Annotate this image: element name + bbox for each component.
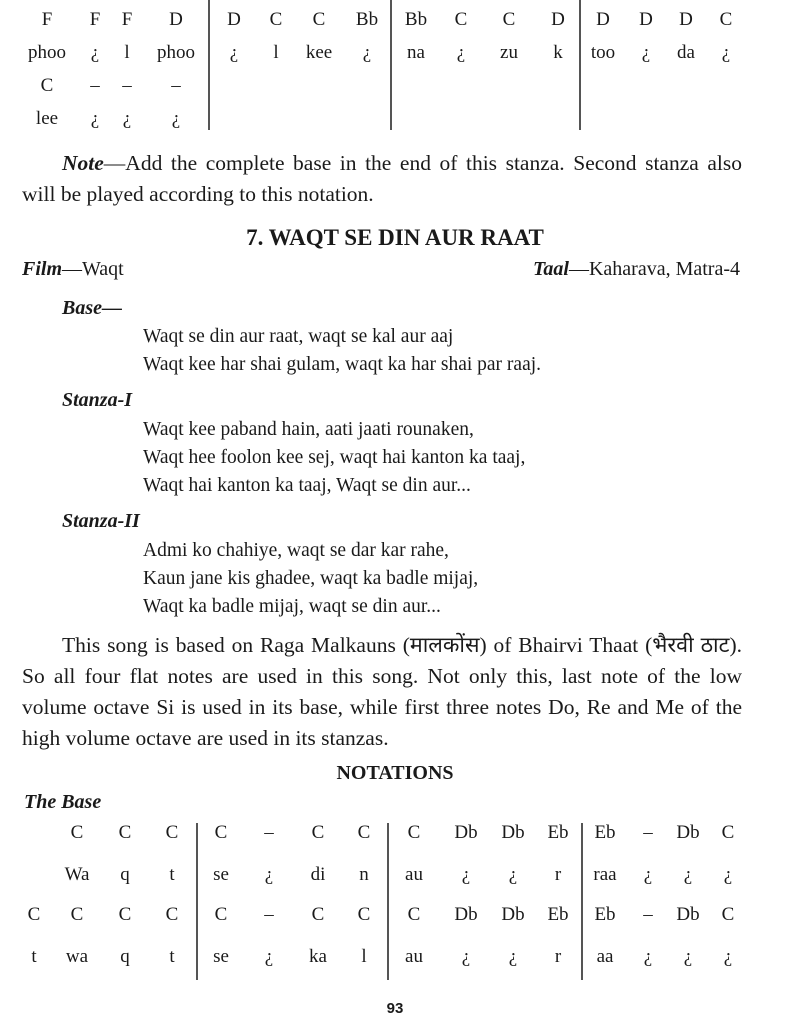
- note-label: Note: [62, 151, 104, 175]
- base-note-cell: Db: [454, 904, 478, 925]
- base-note-cell: C: [311, 822, 325, 843]
- base-syllable-cell: ¿: [643, 946, 653, 967]
- base-syllable-cell: ¿: [461, 946, 471, 967]
- lyric-line: Kaun jane kis ghadee, waqt ka badle mijaj,: [143, 568, 479, 589]
- bar-divider: [387, 823, 389, 980]
- base-syllable-cell: Wa: [64, 864, 90, 885]
- top-syllable-cell: ¿: [90, 42, 100, 63]
- base-note-cell: –: [643, 904, 653, 925]
- bar-divider: [581, 823, 583, 980]
- top-note-cell: C: [719, 9, 733, 30]
- top-syllable-cell: lee: [35, 108, 59, 129]
- base-syllable-cell: wa: [65, 946, 89, 967]
- base-note-cell: C: [118, 822, 132, 843]
- base-note-cell: Db: [501, 822, 525, 843]
- top-syllable-cell: ¿: [229, 42, 239, 63]
- section-label-stanza-1: Stanza-I: [62, 389, 133, 411]
- top-syllable-cell: ¿: [90, 108, 100, 129]
- base-note-cell: Db: [501, 904, 525, 925]
- base-syllable-cell: raa: [593, 864, 617, 885]
- top-note-cell: C: [40, 75, 54, 96]
- top-syllable-cell: too: [590, 42, 616, 63]
- top-note-cell: D: [551, 9, 565, 30]
- the-base-heading: The Base: [24, 791, 102, 813]
- lyric-line: Waqt kee paband hain, aati jaati rounaken,: [143, 419, 474, 440]
- base-note-cell: C: [407, 904, 421, 925]
- base-syllable-cell: r: [554, 946, 562, 967]
- lyric-line: Waqt hai kanton ka taaj, Waqt se din aur...: [143, 475, 471, 496]
- base-note-cell: C: [357, 904, 371, 925]
- top-note-cell: F: [41, 9, 53, 30]
- base-note-cell: Eb: [547, 822, 569, 843]
- top-syllable-cell: phoo: [157, 42, 195, 63]
- top-note-cell: Bb: [404, 9, 428, 30]
- base-note-cell: C: [311, 904, 325, 925]
- song-title: 7. WAQT SE DIN AUR RAAT: [246, 225, 544, 250]
- top-note-cell: –: [171, 75, 181, 96]
- base-syllable-cell: ¿: [723, 946, 733, 967]
- base-syllable-cell: au: [405, 946, 423, 967]
- top-note-cell: F: [121, 9, 133, 30]
- top-syllable-cell: k: [553, 42, 563, 63]
- base-note-cell: C: [70, 904, 84, 925]
- base-note-cell: C: [407, 822, 421, 843]
- base-syllable-cell: ¿: [264, 864, 274, 885]
- taal-label: Taal: [533, 258, 569, 280]
- top-note-cell: Bb: [355, 9, 379, 30]
- base-syllable-cell: ¿: [643, 864, 653, 885]
- base-note-cell: C: [357, 822, 371, 843]
- base-syllable-cell: ¿: [683, 946, 693, 967]
- base-syllable-cell: se: [213, 864, 229, 885]
- top-note-cell: C: [269, 9, 283, 30]
- base-note-cell: Db: [454, 822, 478, 843]
- section-label-base: Base—: [62, 297, 122, 319]
- film-line: [22, 258, 124, 281]
- top-note-cell: D: [679, 9, 693, 30]
- top-syllable-cell: kee: [305, 42, 333, 63]
- base-note-cell: Eb: [594, 822, 616, 843]
- top-syllable-cell: l: [124, 42, 130, 63]
- base-syllable-cell: ¿: [508, 864, 518, 885]
- lyric-line: Waqt ka badle mijaj, waqt se din aur...: [143, 596, 441, 617]
- top-note-cell: D: [169, 9, 183, 30]
- base-note-cell: –: [264, 822, 274, 843]
- base-syllable-cell: ¿: [264, 946, 274, 967]
- top-syllable-cell: zu: [500, 42, 518, 63]
- bar-divider: [196, 823, 198, 980]
- base-note-cell: C: [118, 904, 132, 925]
- top-syllable-cell: na: [407, 42, 425, 63]
- notations-heading: NOTATIONS: [336, 762, 454, 784]
- top-syllable-cell: da: [677, 42, 695, 63]
- base-note-cell: –: [264, 904, 274, 925]
- base-syllable-cell: se: [213, 946, 229, 967]
- top-syllable-cell: ¿: [362, 42, 372, 63]
- lyric-line: Waqt se din aur raat, waqt se kal aur aaj: [143, 326, 454, 347]
- base-syllable-cell: ka: [309, 946, 327, 967]
- top-syllable-cell: ¿: [721, 42, 731, 63]
- taal-value: —Kaharava, Matra-4: [568, 258, 740, 280]
- base-syllable-cell: ¿: [508, 946, 518, 967]
- top-note-cell: –: [122, 75, 132, 96]
- base-note-cell: C: [214, 822, 228, 843]
- top-note-cell: D: [227, 9, 241, 30]
- base-note-cell: Db: [676, 904, 700, 925]
- base-syllable-cell: ¿: [683, 864, 693, 885]
- lyric-line: Admi ko chahiye, waqt se dar kar rahe,: [143, 540, 449, 561]
- note-dash: —: [103, 151, 126, 175]
- base-syllable-cell: q: [120, 864, 130, 885]
- base-syllable-cell: r: [554, 864, 562, 885]
- note-paragraph: [22, 148, 742, 210]
- top-syllable-cell: l: [273, 42, 279, 63]
- base-note-cell: C: [721, 822, 735, 843]
- base-note-cell: C: [70, 822, 84, 843]
- base-syllable-cell: q: [120, 946, 130, 967]
- film-value: —Waqt: [62, 258, 124, 280]
- bar-divider: [579, 0, 581, 130]
- base-note-cell: Eb: [547, 904, 569, 925]
- base-syllable-cell: au: [405, 864, 423, 885]
- lyric-line: Waqt hee foolon kee sej, waqt hai kanton ka taaj,: [143, 447, 526, 468]
- base-syllable-cell: di: [310, 864, 326, 885]
- base-note-cell: Eb: [594, 904, 616, 925]
- top-note-cell: C: [312, 9, 326, 30]
- top-note-cell: –: [90, 75, 100, 96]
- base-note-cell: C: [214, 904, 228, 925]
- top-note-cell: D: [639, 9, 653, 30]
- base-note-cell: Db: [676, 822, 700, 843]
- base-syllable-cell: t: [169, 946, 175, 967]
- bar-divider: [208, 0, 210, 130]
- base-syllable-cell: n: [359, 864, 369, 885]
- base-syllable-cell: t: [31, 946, 37, 967]
- top-note-cell: C: [502, 9, 516, 30]
- top-note-cell: C: [454, 9, 468, 30]
- base-note-cell: C: [165, 822, 179, 843]
- lyric-line: Waqt kee har shai gulam, waqt ka har shai par raaj.: [143, 354, 542, 375]
- top-note-cell: F: [89, 9, 101, 30]
- base-syllable-cell: ¿: [723, 864, 733, 885]
- base-note-cell: C: [165, 904, 179, 925]
- top-syllable-cell: ¿: [641, 42, 651, 63]
- base-syllable-cell: l: [361, 946, 367, 967]
- taal-line: [533, 258, 740, 281]
- description-paragraph: This song is based on Raga Malkauns (मालकोंस) of Bhairvi Thaat (भैरवी ठाट). So all four flat notes are used in this song. Not only this, last note of the low volume octave Si is used in its base, while first three notes Do, Re and Me of the high volume octave are used in its stanzas.: [22, 633, 742, 750]
- note-text: Add the complete base in the end of this stanza. Second stanza also will be played according to this notation.: [22, 151, 742, 206]
- base-note-cell: C: [27, 904, 41, 925]
- bar-divider: [390, 0, 392, 130]
- section-label-stanza-2: Stanza-II: [62, 510, 140, 532]
- page-number: 93: [386, 1000, 404, 1017]
- base-syllable-cell: t: [169, 864, 175, 885]
- top-syllable-cell: ¿: [122, 108, 132, 129]
- base-note-cell: –: [643, 822, 653, 843]
- top-note-cell: D: [596, 9, 610, 30]
- film-label: Film: [22, 258, 63, 280]
- base-syllable-cell: ¿: [461, 864, 471, 885]
- base-note-cell: C: [721, 904, 735, 925]
- top-syllable-cell: phoo: [28, 42, 66, 63]
- top-syllable-cell: ¿: [171, 108, 181, 129]
- base-syllable-cell: aa: [596, 946, 614, 967]
- top-syllable-cell: ¿: [456, 42, 466, 63]
